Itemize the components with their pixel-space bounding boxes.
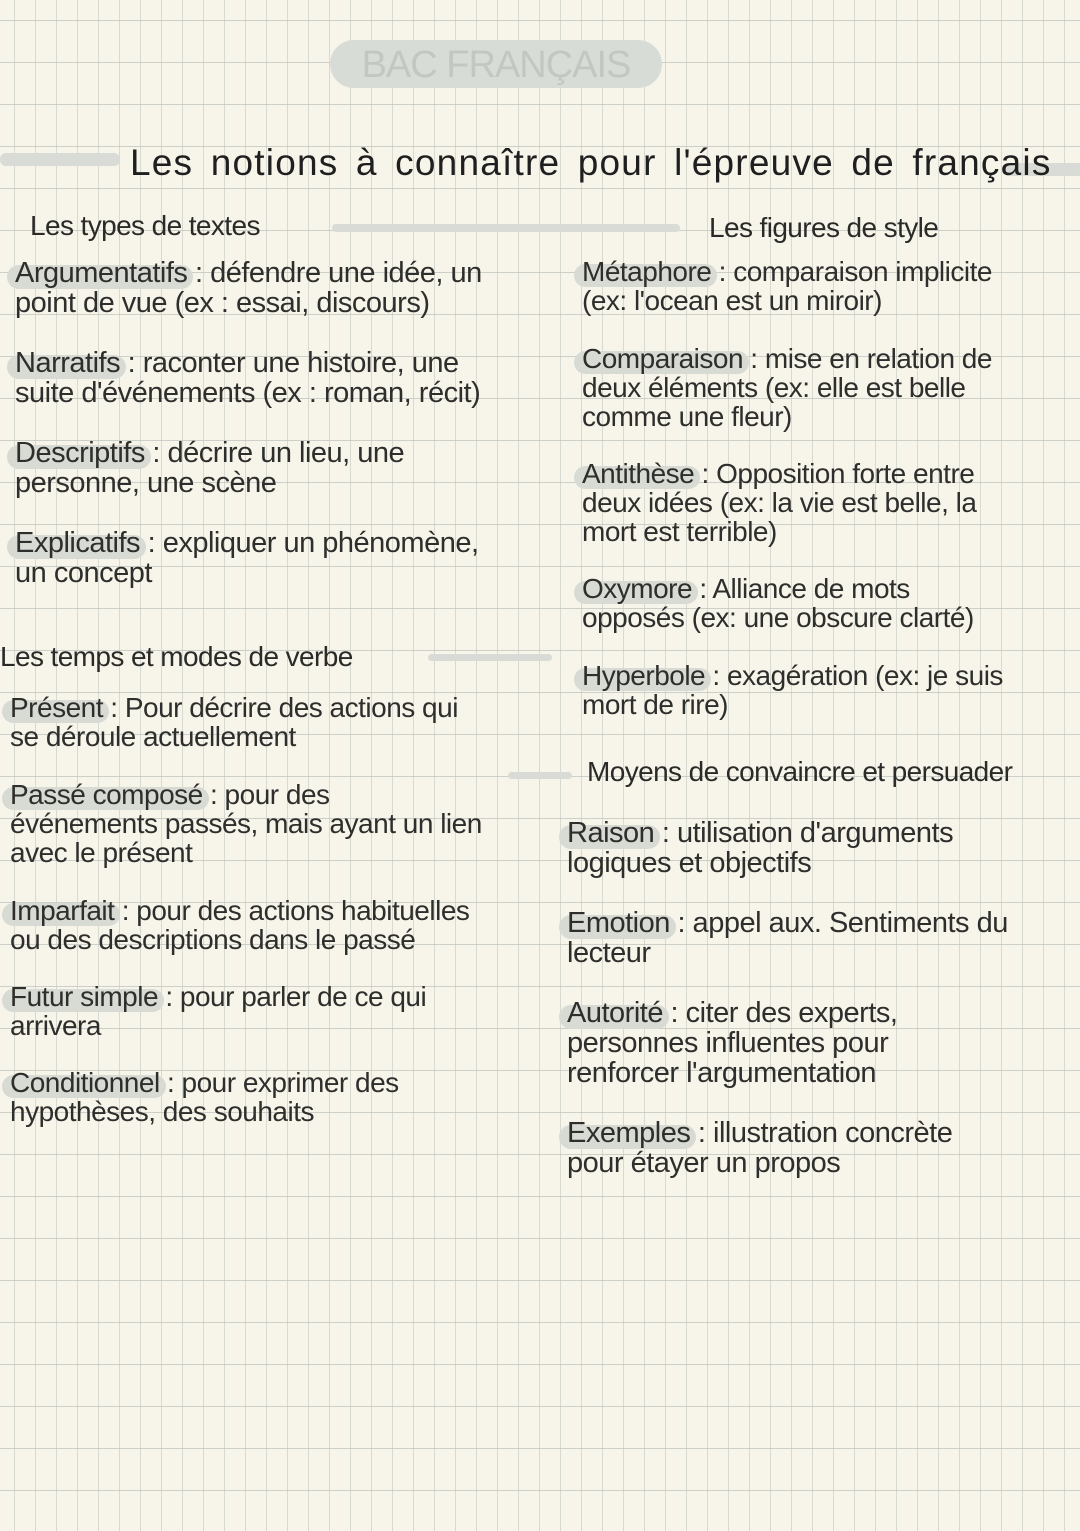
definition-line: logiques et objectifs [567,847,812,879]
note-item-figures [582,257,992,315]
note-item-moyens [567,818,953,878]
note-item-verbes [10,780,482,867]
definition-text: : expliquer un phénomène, [140,527,479,559]
divider [428,654,552,661]
highlighted-term: Comparaison [582,343,744,374]
definition-text: : pour des [202,779,330,810]
note-item-figures [582,344,992,431]
divider [332,224,680,232]
note-item-verbes [10,896,469,954]
divider [508,772,572,779]
definition-text: : Alliance de mots [692,573,910,604]
definition-text: : mise en relation de [743,343,992,374]
definition-line: un concept [15,557,152,589]
highlighted-term: Imparfait [10,895,115,926]
note-item-figures [582,661,1003,719]
note-item-figures [582,459,976,546]
definition-line: lecteur [567,937,651,969]
note-item-verbes [10,693,458,751]
note-item-types [15,258,482,318]
definition-text: : défendre une idée, un [187,257,482,289]
definition-line: ou des descriptions dans le passé [10,924,416,955]
definition-text: : pour exprimer des [159,1067,399,1098]
definition-line: personne, une scène [15,467,277,499]
note-item-verbes [10,1068,399,1126]
note-item-moyens [567,908,1008,968]
definition-line: suite d'événements (ex : roman, récit) [15,377,481,409]
definition-text: : comparaison implicite [711,256,992,287]
definition-line: deux éléments (ex: elle est belle [582,372,966,403]
definition-text: : Opposition forte entre [694,458,975,489]
definition-line: mort est terrible) [582,516,777,547]
highlighted-term: Présent [10,692,103,723]
highlighted-term: Emotion [567,907,670,939]
note-item-types [15,438,404,498]
highlighted-term: Conditionnel [10,1067,160,1098]
definition-line: avec le présent [10,837,193,868]
definition-line: pour étayer un propos [567,1147,841,1179]
note-item-figures [582,574,974,632]
highlighted-term: Métaphore [582,256,712,287]
highlighted-term: Descriptifs [15,437,145,469]
definition-text: : décrire un lieu, une [144,437,405,469]
header-badge-text: BAC FRANÇAIS [361,44,631,86]
highlighted-term: Antithèse [582,458,695,489]
section-heading-figures: Les figures de style [709,212,939,243]
definition-text: : exagération (ex: je suis [705,660,1003,691]
definition-line: se déroule actuellement [10,721,296,752]
section-heading-verbes: Les temps et modes de verbe [0,641,353,672]
definition-text: : raconter une histoire, une [120,347,459,379]
definition-line: renforcer l'argumentation [567,1057,876,1089]
note-item-moyens [567,998,897,1088]
definition-text: : utilisation d'arguments [654,817,954,849]
divider [0,153,120,166]
section-heading-moyens: Moyens de convaincre et persuader [587,756,1013,787]
highlighted-term: Raison [567,817,655,849]
definition-line: (ex: l'ocean est un miroir) [582,285,882,316]
definition-line: opposés (ex: une obscure clarté) [582,602,974,633]
highlighted-term: Argumentatifs [15,257,188,289]
highlighted-term: Exemples [567,1117,691,1149]
definition-text: : Pour décrire des actions qui [103,692,458,723]
definition-text: : citer des experts, [662,997,898,1029]
definition-text: : appel aux. Sentiments du [669,907,1008,939]
definition-text: : pour parler de ce qui [158,981,427,1012]
definition-line: point de vue (ex : essai, discours) [15,287,430,319]
note-item-types [15,348,480,408]
note-item-verbes [10,982,426,1040]
highlighted-term: Autorité [567,997,663,1029]
definition-text: : illustration concrète [690,1117,953,1149]
definition-line: personnes influentes pour [567,1027,889,1059]
page-title: Les notions à connaître pour l'épreuve de français [130,142,1052,183]
definition-line: comme une fleur) [582,401,792,432]
note-item-moyens [567,1118,952,1178]
definition-line: hypothèses, des souhaits [10,1096,314,1127]
section-heading-types: Les types de textes [30,210,260,241]
definition-line: événements passés, mais ayant un lien [10,808,482,839]
definition-line: deux idées (ex: la vie est belle, la [582,487,977,518]
highlighted-term: Hyperbole [582,660,706,691]
definition-line: mort de rire) [582,689,728,720]
highlighted-term: Oxymore [582,573,693,604]
definition-text: : pour des actions habituelles [114,895,470,926]
highlighted-term: Narratifs [15,347,121,379]
definition-line: arrivera [10,1010,101,1041]
highlighted-term: Passé composé [10,779,203,810]
note-item-types [15,528,479,588]
highlighted-term: Explicatifs [15,527,141,559]
highlighted-term: Futur simple [10,981,159,1012]
